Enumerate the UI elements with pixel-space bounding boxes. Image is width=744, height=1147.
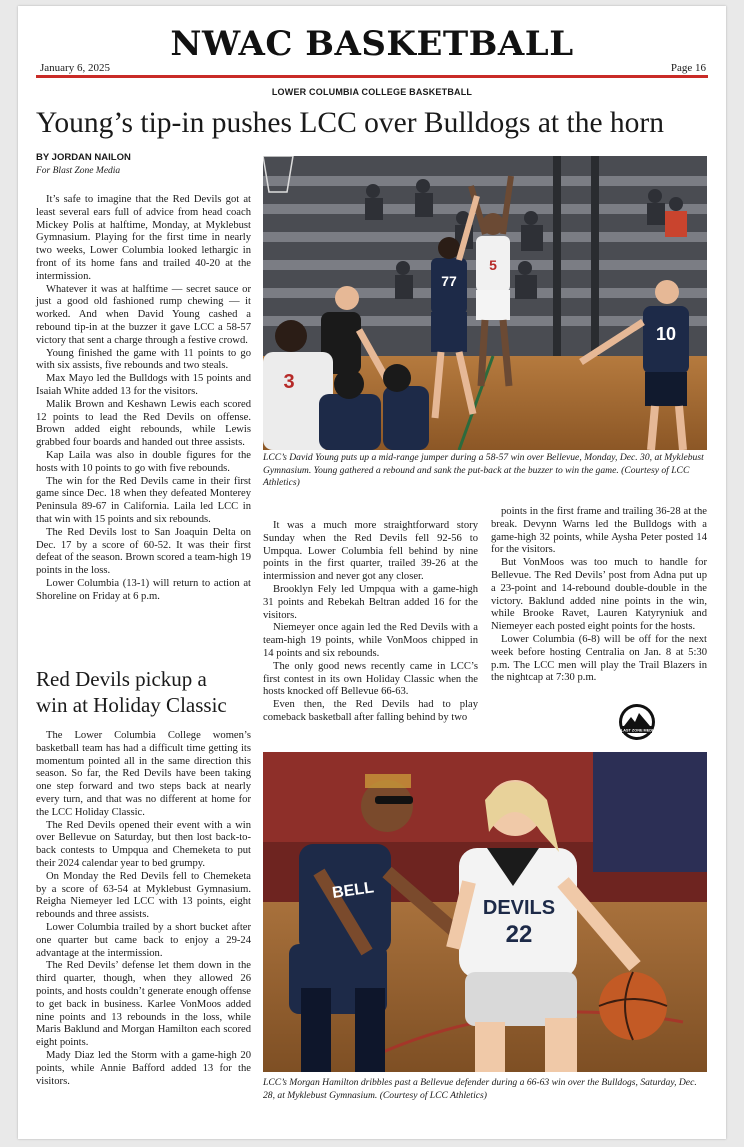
- byline: BY JORDAN NAILON: [36, 152, 131, 163]
- article2-headline-line1: Red Devils pickup a: [36, 667, 207, 691]
- blast-zone-media-logo: [617, 702, 657, 742]
- newspaper-page: [18, 6, 726, 1139]
- paragraph: Kap Laila was also in double figures for the hosts with 10 points to go with five rebounds.: [36, 449, 251, 474]
- paragraph: The Red Devils lost to San Joaquin Delta on Dec. 17 by a score of 60-52. It was their first defeat of the season. Brown scored a team-high 19 points in the loss.: [36, 526, 251, 577]
- jersey-number: 3: [283, 371, 295, 393]
- paragraph: It was a much more straightforward story Sunday when the Red Devils fell 92-56 to Umpqua. Lower Columbia fell behind by nine points in the first quarter, trailed 39-26 at the intermission and never got any closer.: [263, 520, 478, 583]
- paragraph: The Red Devils opened their event with a win over Bellevue on Saturday, but then lost back-to-back contests to Umpqua and Chemeketa to put their 2024 calendar year to bed grumpy.: [36, 819, 251, 869]
- byline-source: For Blast Zone Media: [36, 166, 121, 176]
- paragraph: Max Mayo led the Bulldogs with 15 points and Isaiah White added 13 for the visitors.: [36, 373, 251, 397]
- issue-date: January 6, 2025: [40, 62, 110, 74]
- womens-game-photo: [263, 752, 707, 1072]
- article2-headline: [36, 666, 227, 718]
- paragraph: On Monday the Red Devils fell to Chemeketa by a score of 63-54 at Myklebust Gymnasium. Reigha Niemeyer led LCC with 13 points, eight rebounds and three assists.: [36, 870, 251, 921]
- paragraph: Brooklyn Fely led Umpqua with a game-high 31 points and Rebekah Beltran added 16 for the visitors.: [263, 583, 478, 621]
- jersey-number: 77: [441, 273, 457, 289]
- paragraph: Even then, the Red Devils had to play comeback basketball after falling behind by two: [263, 699, 478, 723]
- paragraph: Whatever it was at halftime — secret sauce or just a good old fashioned rump chewing — it worked. And when David Young cashed a rebound tip-in at the buzzer it gave LCC a 58-57 victory that sent a charge through a festive crowd.: [36, 283, 251, 346]
- page-number: Page 16: [670, 62, 706, 74]
- photo1-caption: LCC’s David Young puts up a mid-range jumper during a 58-57 win over Bellevue, Monday, Dec. 30, at Myklebust Gymnasium. Young gathered a rebound and sank the put-back at the buzzer to win the game. (Courtesy of LCC Athletics): [263, 452, 704, 488]
- article-headline: Young’s tip-in pushes LCC over Bulldogs at the horn: [36, 107, 664, 139]
- jersey-number: 22: [505, 921, 533, 948]
- paragraph: The Lower Columbia College women’s basketball team has had a difficult time getting its momentum pointed all in the same direction this season. So far, the Red Devils have been taking one step forward and two steps back at nearly every turn, and that was no different at home for the LCC Holiday Classic.: [36, 730, 251, 818]
- logo-text: BLAST ZONE MEDIA: [618, 728, 656, 733]
- jersey-text: DEVILS: [482, 897, 556, 919]
- jersey-number: 5: [489, 257, 497, 273]
- article2-column-3: [491, 506, 707, 685]
- paragraph: Lower Columbia (6-8) will be off for the next week before hosting Centralia on Jan. 8 at 5:30 p.m. The LCC men will play the Trail Blazers in the nightcap at 7:30 p.m.: [491, 633, 707, 684]
- paragraph: Malik Brown and Keshawn Lewis each scored 12 points to lead the Red Devils on offense. Brown added eight rebounds, while Lewis grabbed four boards and handed out three assists.: [36, 398, 251, 449]
- paragraph: Lower Columbia (13-1) will return to action at Shoreline on Friday at 6 p.m.: [36, 577, 251, 602]
- mens-game-illustration: [263, 156, 707, 450]
- paragraph: Young finished the game with 11 points to go with six assists, five rebounds and two steals.: [36, 347, 251, 372]
- paragraph: Niemeyer once again led the Red Devils with a team-high 19 points, while VonMoos chipped in 14 points and six rebounds.: [263, 622, 478, 659]
- article2-column-1: [36, 730, 251, 1088]
- article1-column: [36, 194, 251, 604]
- womens-game-illustration: [263, 752, 707, 1072]
- paragraph: It’s safe to imagine that the Red Devils got at least several ears full of advice from head coach Mickey Polis at halftime, Monday, at Myklebust Gymnasium. Playing for the first time in nearly two weeks, Lower Columbia looked lethargic in front of its home fans and trailed 40-20 at the intermission.: [36, 194, 251, 282]
- jersey-number: 10: [655, 324, 677, 344]
- paragraph: But VonMoos was too much to handle for Bellevue. The Red Devils’ post from Adna put up a 23-point and 14-rebound double-double in the victory. Baklund added nine points in the win, while Brooke Ravet, Lauren Katyryniuk and Niemeyer each posted eight points for the hosts.: [491, 557, 707, 633]
- paragraph: Lower Columbia trailed by a short bucket after one quarter but came back to enjoy a 29-24 advantage at the intermission.: [36, 921, 251, 959]
- article2-column-2: [263, 520, 478, 725]
- masthead-title: NWAC BASKETBALL: [170, 24, 574, 64]
- masthead-rule: [36, 75, 708, 78]
- paragraph: points in the first frame and trailing 36-28 at the break. Devynn Warns led the Bulldogs with a game-high 32 points, while Aysha Peter posted 14 for the visitors.: [491, 506, 707, 556]
- section-kicker: LOWER COLUMBIA COLLEGE BASKETBALL: [271, 87, 473, 97]
- mens-game-photo: [263, 156, 707, 450]
- opponent-jersey-text: BELL: [331, 879, 375, 902]
- paragraph: The win for the Red Devils came in their first game since Dec. 18 when they defeated Monterey Peninsula 89-67 in California. Laila led LCC in that win with 15 points and six rebounds.: [36, 475, 251, 525]
- paragraph: The only good news recently came in LCC’s first contest in its own Holiday Classic when the hosts knocked off Bellevue 66-63.: [263, 660, 478, 698]
- paragraph: Mady Diaz led the Storm with a game-high 20 points, while Annie Bafford added 13 for the visitors.: [36, 1049, 251, 1087]
- article2-headline-line2: win at Holiday Classic: [36, 693, 227, 717]
- paragraph: The Red Devils’ defense let them down in the third quarter, though, when they allowed 26 points, and hosts couldn’t generate enough offense to get back in business. Karlee VonMoos added nine points and 13 rebounds in the loss, while Maris Baklund and Morgan Hamilton each scored eight points.: [36, 960, 251, 1049]
- photo2-caption: LCC’s Morgan Hamilton dribbles past a Bellevue defender during a 66-63 win over the Bulldogs, Saturday, Dec. 28, at Myklebust Gymnasium. (Courtesy of LCC Athletics): [263, 1077, 697, 1101]
